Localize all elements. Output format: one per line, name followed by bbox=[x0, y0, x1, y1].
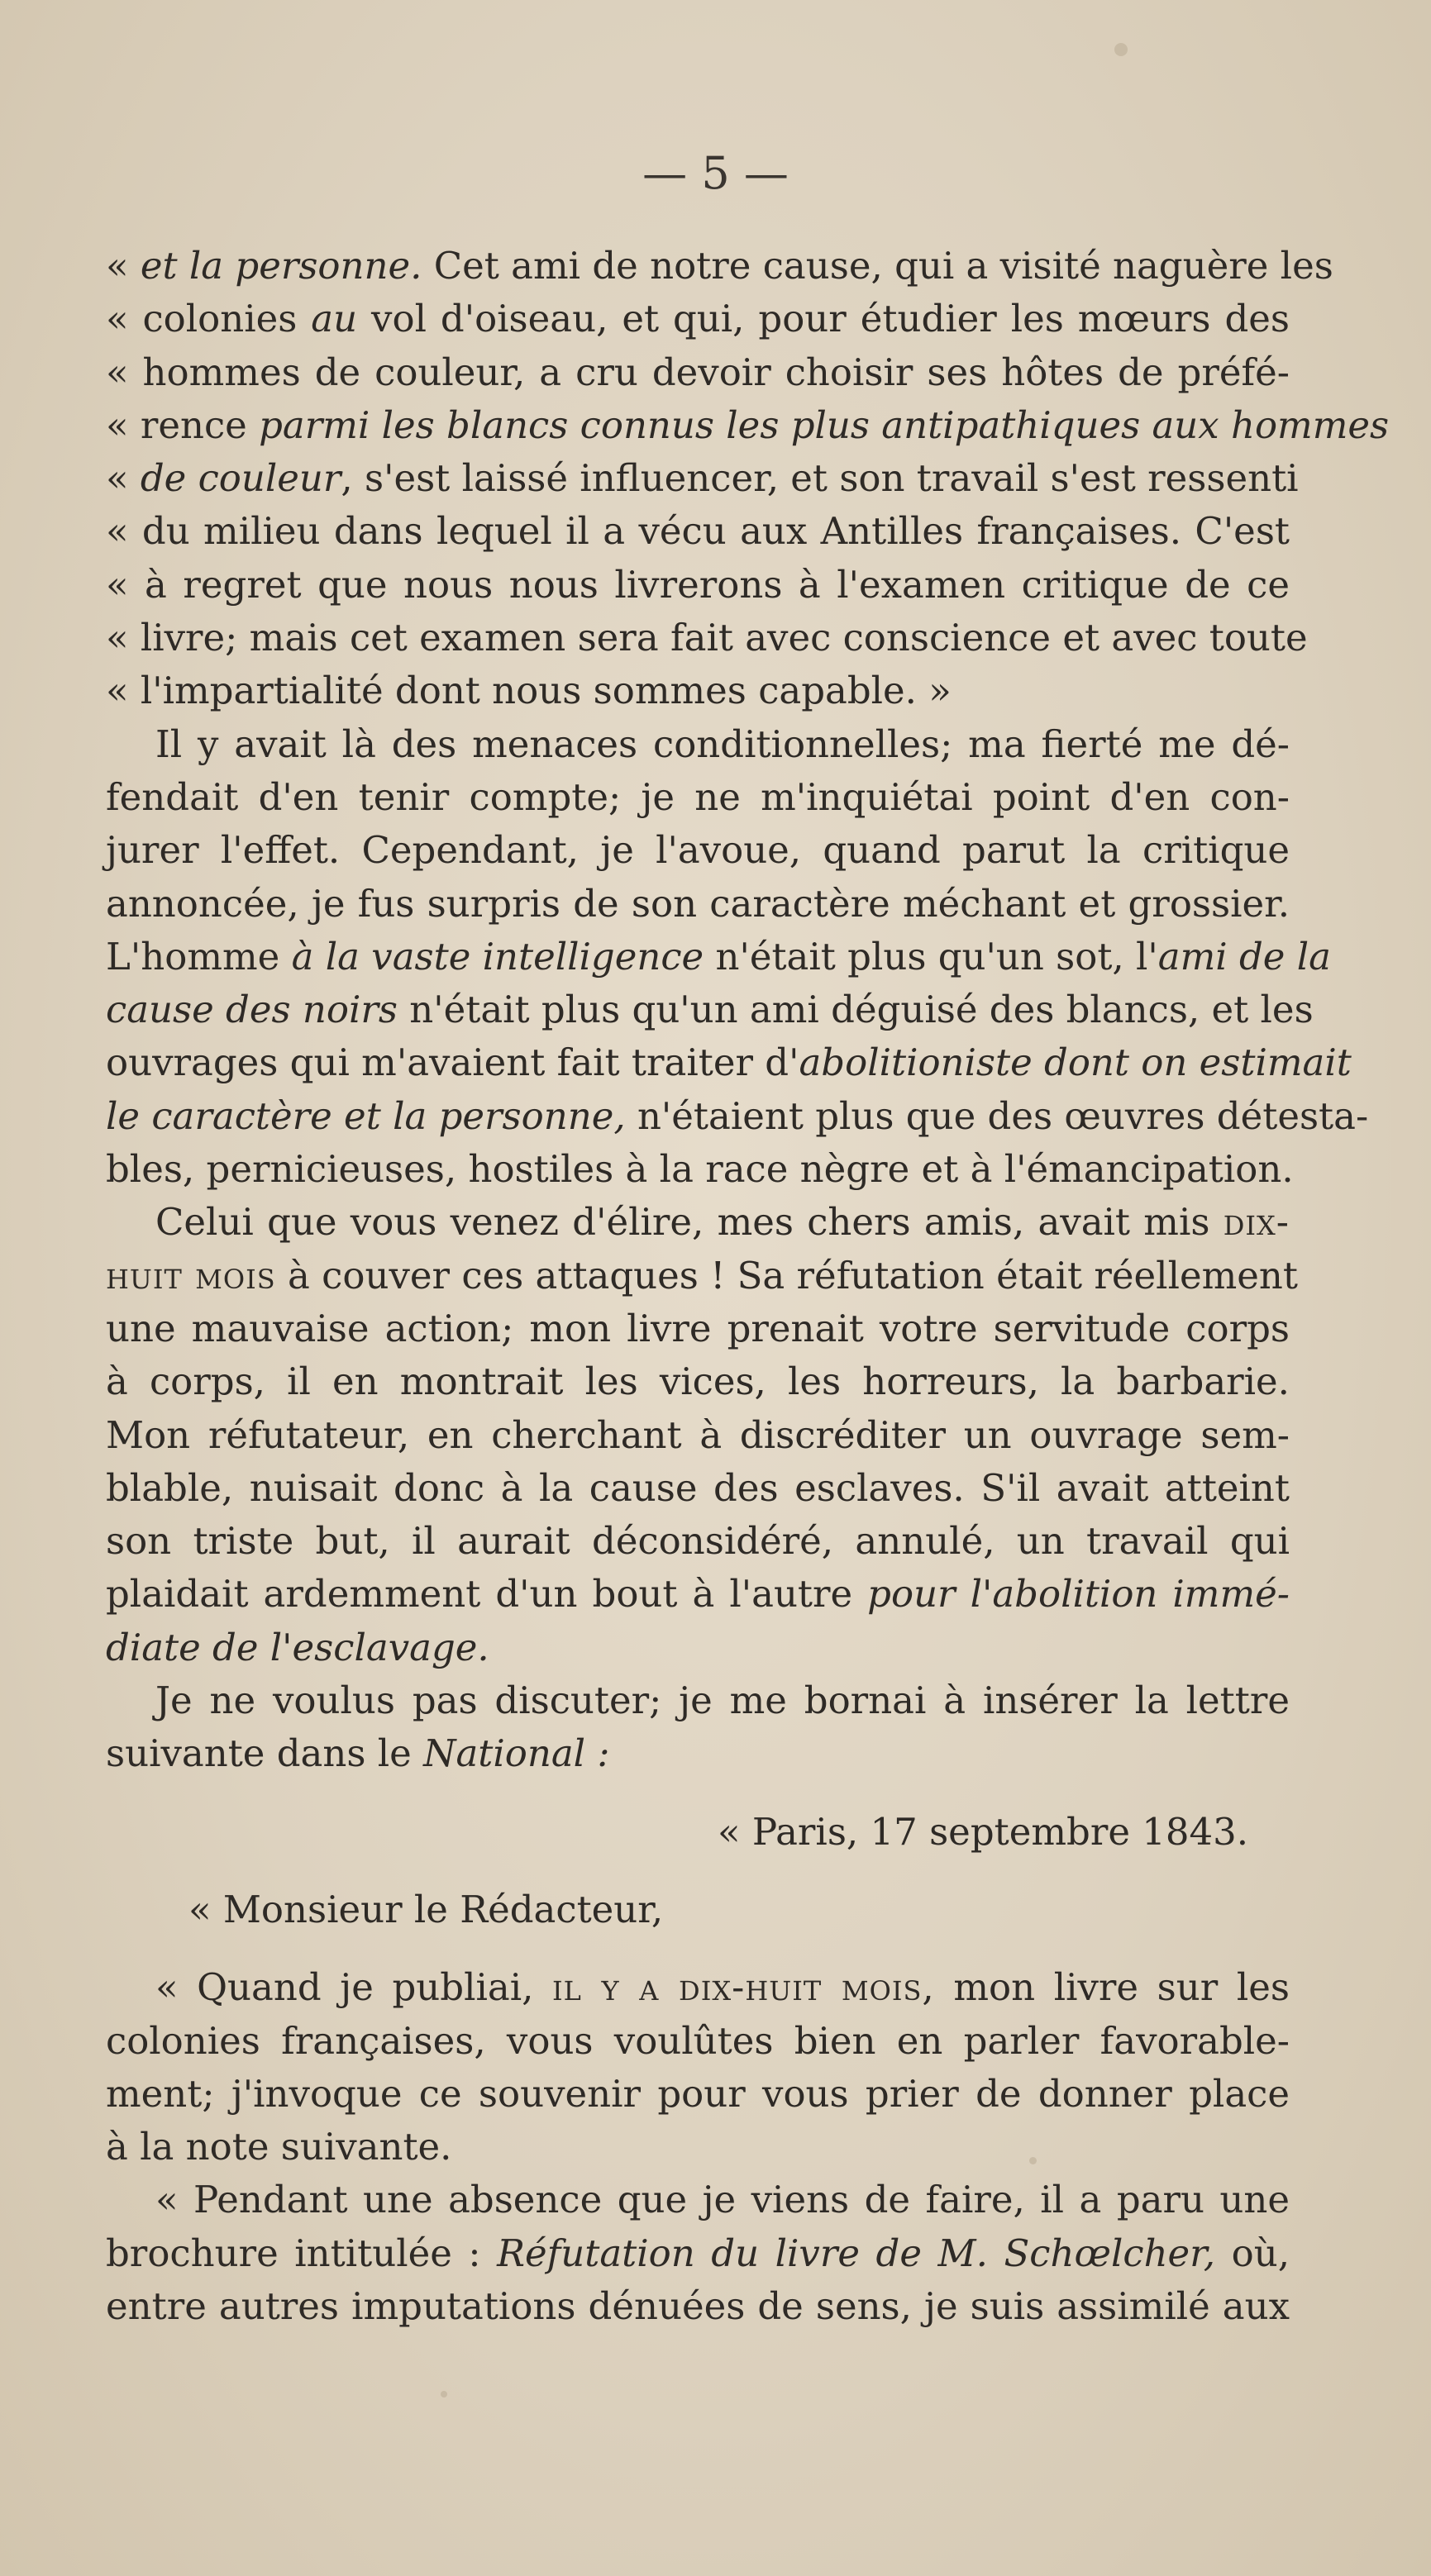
text-line bbox=[106, 1196, 1290, 1249]
italic-text: à la vaste intelligence bbox=[291, 934, 704, 978]
text-segment: L'homme bbox=[106, 934, 292, 978]
text-line bbox=[106, 1302, 1290, 1355]
text-segment: « bbox=[106, 456, 141, 501]
italic-text: et la personne. bbox=[140, 244, 422, 288]
text-segment: à la note suivante. bbox=[106, 2125, 452, 2169]
text-segment: colonies françaises, vous voulûtes bien en parler favorable- bbox=[106, 2018, 1290, 2063]
line-gap bbox=[106, 1936, 1290, 1961]
text-segment: « du milieu dans lequel il a vécu aux Antilles françaises. C'est bbox=[106, 509, 1290, 554]
text-line bbox=[106, 505, 1290, 558]
text-segment: Mon réfutateur, en cherchant à discréditer un ouvrage sem- bbox=[106, 1412, 1290, 1457]
text-segment: Cet ami de notre cause, qui a visité naguère les bbox=[422, 244, 1333, 288]
italic-text: de couleur bbox=[140, 456, 341, 501]
text-line bbox=[106, 824, 1290, 877]
text-segment: ouvrages qui m'avaient fait traiter d' bbox=[106, 1040, 799, 1085]
page-number: — 5 — bbox=[642, 147, 789, 199]
text-line bbox=[106, 664, 1290, 717]
text-segment: à couver ces attaques ! Sa réfutation était réellement bbox=[275, 1253, 1298, 1298]
text-segment: « hommes de couleur, a cru devoir choisir ses hôtes de préfé- bbox=[106, 350, 1290, 394]
text-segment: bles, pernicieuses, hostiles à la race nègre et à l'émancipation. bbox=[106, 1147, 1294, 1192]
text-line bbox=[106, 240, 1333, 293]
text-segment: , s'est laissé influencer, et son travail s'est ressenti bbox=[341, 456, 1299, 501]
text-line bbox=[106, 293, 1290, 345]
text-segment: « livre; mais cet examen sera fait avec conscience et avec toute bbox=[106, 616, 1308, 660]
text-segment: « colonies bbox=[106, 297, 312, 341]
text-line bbox=[106, 399, 1390, 452]
italic-text: pour l'abolition immé- bbox=[867, 1572, 1290, 1617]
text-segment: « Monsieur le Rédacteur, bbox=[188, 1887, 664, 1931]
text-segment: n'était plus qu'un sot, l' bbox=[704, 934, 1158, 978]
text-line bbox=[106, 1090, 1369, 1143]
text-line bbox=[106, 771, 1290, 824]
text-segment: vol d'oiseau, et qui, pour étudier les mœurs des bbox=[357, 297, 1290, 341]
paper-stain bbox=[1114, 43, 1128, 56]
text-line bbox=[106, 2015, 1290, 2068]
text-line bbox=[106, 1409, 1290, 1462]
italic-text: parmi les blancs connus les plus antipathiques aux hommes bbox=[259, 402, 1390, 447]
italic-text: diate de l'esclavage. bbox=[106, 1625, 489, 1669]
text-line bbox=[106, 1621, 1290, 1674]
text-line bbox=[106, 1250, 1298, 1302]
text-segment: « Pendant une absence que je viens de faire, il a paru une bbox=[155, 2178, 1290, 2222]
italic-text: abolitioniste dont on estimait bbox=[799, 1040, 1352, 1085]
text-line bbox=[106, 1961, 1290, 2014]
text-line bbox=[106, 878, 1290, 931]
text-line bbox=[106, 2174, 1290, 2226]
text-segment: entre autres imputations dénuées de sens, je suis assimilé aux bbox=[106, 2283, 1290, 2328]
text-segment: n'était plus qu'un ami déguisé des blancs, et les bbox=[397, 988, 1314, 1032]
text-line bbox=[106, 612, 1308, 664]
text-segment: où, bbox=[1215, 2231, 1290, 2275]
text-line bbox=[106, 1515, 1290, 1568]
text-line bbox=[106, 559, 1290, 612]
text-segment: blable, nuisait donc à la cause des esclaves. S'il avait atteint bbox=[106, 1465, 1290, 1510]
italic-text: le caractère et la personne, bbox=[106, 1093, 626, 1138]
text-line bbox=[106, 718, 1290, 771]
text-segment: fendait d'en tenir compte; je ne m'inquiétai point d'en con- bbox=[106, 774, 1290, 819]
text-line bbox=[106, 1568, 1290, 1621]
text-segment: « rence bbox=[106, 402, 260, 447]
text-segment: Celui que vous venez d'élire, mes chers amis, avait mis bbox=[155, 1200, 1224, 1245]
text-line bbox=[106, 2227, 1290, 2280]
small-caps-text: il y a dix-huit mois, bbox=[552, 1965, 935, 2010]
body-text bbox=[106, 240, 1390, 2333]
line-gap bbox=[106, 1781, 1290, 1806]
text-segment: jurer l'effet. Cependant, je l'avoue, quand parut la critique bbox=[106, 828, 1290, 873]
text-line bbox=[106, 346, 1290, 399]
text-segment: son triste but, il aurait déconsidéré, annulé, un travail qui bbox=[106, 1519, 1290, 1564]
text-segment: « bbox=[106, 244, 141, 288]
text-segment: ment; j'invoque ce souvenir pour vous prier de donner place bbox=[106, 2071, 1290, 2116]
text-segment: annoncée, je fus surpris de son caractère méchant et grossier. bbox=[106, 881, 1290, 926]
text-segment: « à regret que nous nous livrerons à l'examen critique de ce bbox=[106, 562, 1290, 607]
text-line bbox=[106, 452, 1299, 505]
text-segment: « Paris, 17 septembre 1843. bbox=[718, 1809, 1249, 1854]
line-gap bbox=[106, 1859, 1290, 1883]
text-line bbox=[106, 2068, 1290, 2121]
text-segment: « l'impartialité dont nous sommes capable. » bbox=[106, 669, 952, 713]
text-segment: Il y avait là des menaces conditionnelles; ma fierté me dé- bbox=[155, 721, 1290, 766]
italic-text: Réfutation du livre de M. Schœlcher, bbox=[497, 2231, 1216, 2275]
text-segment: Je ne voulus pas discuter; je me bornai à insérer la lettre bbox=[155, 1678, 1290, 1723]
italic-text: cause des noirs bbox=[106, 988, 398, 1032]
small-caps-text: dix- bbox=[1223, 1200, 1290, 1245]
paper-stain bbox=[441, 2391, 447, 2397]
text-segment: plaidait ardemment d'un bout à l'autre bbox=[106, 1572, 868, 1617]
text-line bbox=[106, 1143, 1294, 1196]
text-line bbox=[106, 1727, 1290, 1780]
text-segment: à corps, il en montrait les vices, les horreurs, la barbarie. bbox=[106, 1359, 1290, 1404]
text-segment: « Quand je publiai, bbox=[155, 1965, 553, 2010]
italic-text: National : bbox=[423, 1731, 610, 1776]
text-segment: n'étaient plus que des œuvres détesta- bbox=[625, 1093, 1369, 1138]
italic-text: ami de la bbox=[1157, 934, 1331, 978]
text-line bbox=[106, 983, 1314, 1036]
text-line bbox=[106, 2121, 1290, 2174]
text-line bbox=[106, 931, 1331, 983]
text-line bbox=[106, 1806, 1290, 1859]
text-line bbox=[106, 1674, 1290, 1727]
text-segment: mon livre sur les bbox=[934, 1965, 1290, 2010]
text-line bbox=[106, 2280, 1290, 2333]
text-segment: brochure intitulée : bbox=[106, 2231, 498, 2275]
text-line bbox=[106, 1036, 1352, 1089]
text-line bbox=[106, 1883, 1290, 1936]
italic-text: au bbox=[311, 297, 358, 341]
text-line bbox=[106, 1462, 1290, 1515]
small-caps-text: huit mois bbox=[106, 1253, 276, 1298]
text-line bbox=[106, 1355, 1290, 1408]
text-segment: une mauvaise action; mon livre prenait votre servitude corps bbox=[106, 1306, 1290, 1350]
text-segment: suivante dans le bbox=[106, 1731, 424, 1776]
